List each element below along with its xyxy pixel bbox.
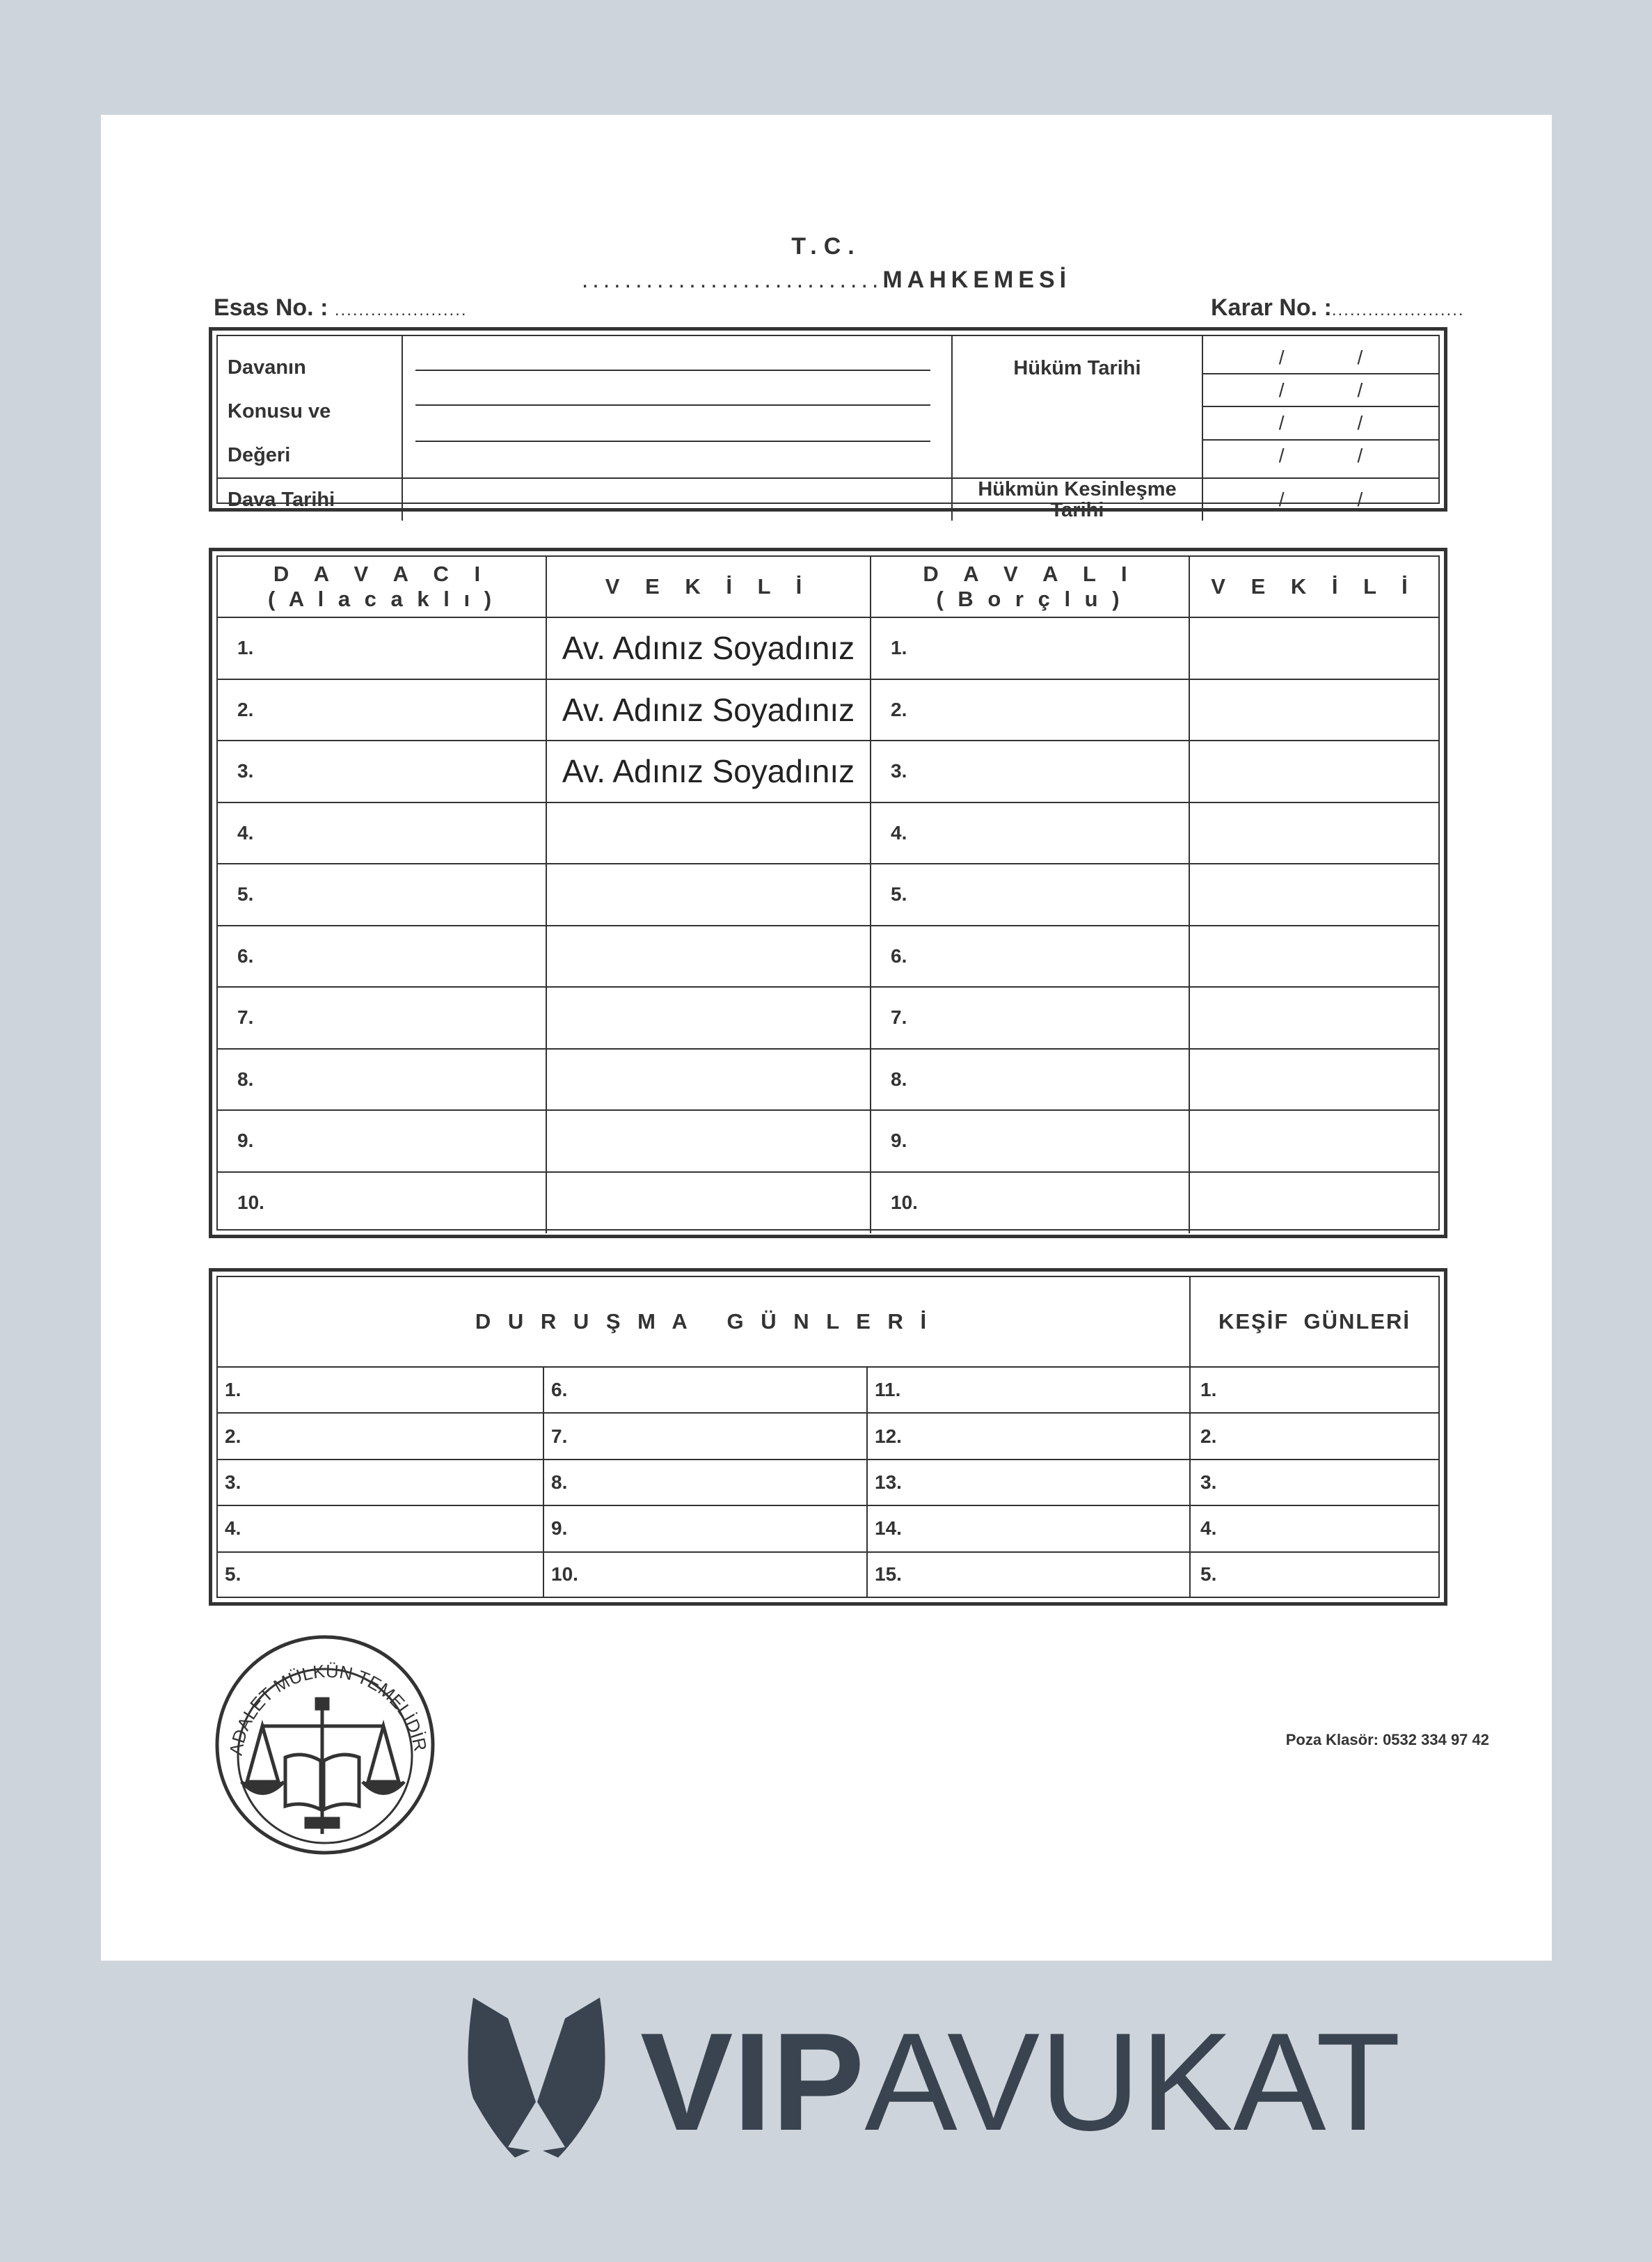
justice-seal [212,1632,438,1858]
kesif-number: 5. [1200,1563,1217,1585]
durusma-cell[interactable] [867,1505,1190,1551]
durusma-cell[interactable] [218,1505,543,1551]
davali-row-number: 9. [891,1130,907,1152]
kesif-cell[interactable] [1190,1460,1438,1505]
durusma-number: 11. [875,1379,901,1401]
davali-row-number: 5. [891,883,907,905]
hearing-row [218,1367,1438,1413]
printer-contact: Poza Klasör: 0532 334 97 42 [1285,1731,1489,1748]
case-info-inner [216,335,1440,521]
hukum-tarihi-label-cell [952,336,1202,478]
seal-text: ADALET MÜLKÜN TEMELİDİR [225,1660,431,1757]
davali-row-number: 7. [891,1006,907,1029]
davaci-cell[interactable] [218,987,546,1049]
davaci-cell[interactable] [218,1110,546,1172]
kesif-number: 4. [1200,1517,1217,1540]
durusma-number: 14. [875,1517,902,1540]
davali-vekili-title: V E K İ L İ [1211,574,1417,599]
davaci-row-number: 4. [237,821,254,844]
kesif-cell[interactable] [1190,1552,1438,1597]
davali-vekili-cell[interactable] [1189,1049,1438,1111]
davali-vekili-cell[interactable] [1189,864,1438,926]
hukum-date-2[interactable]: / / [1203,374,1438,406]
durusma-number: 7. [551,1425,568,1447]
kesinlesme-date-cell[interactable]: / / [1202,478,1438,521]
hearing-row [218,1505,1438,1551]
davali-row-number: 10. [891,1192,918,1214]
case-info-table [218,336,1438,521]
durusma-cell[interactable] [867,1552,1190,1597]
dava-tarihi-label-cell [218,478,402,521]
davali-row-number: 4. [891,821,907,844]
durusma-cell[interactable] [218,1552,543,1597]
hearing-row [218,1413,1438,1459]
davaci-vekili-title: V E K İ L İ [605,574,812,599]
davaci-vekili-cell[interactable] [546,1049,871,1111]
davali-vekili-header [1189,557,1438,617]
case-label-davanin: Davanın [228,356,306,379]
court-name-dots: ............................ [581,267,883,293]
davaci-cell[interactable] [218,802,546,864]
davaci-cell[interactable] [218,926,546,988]
durusma-number: 6. [551,1379,568,1401]
kesif-number: 3. [1200,1471,1217,1493]
davaci-row-number: 5. [237,883,254,905]
davaci-title: D A V A C I [273,562,491,586]
davaci-cell[interactable] [218,741,546,802]
durusma-number: 8. [551,1471,568,1493]
durusma-cell[interactable] [543,1367,867,1413]
durusma-cell[interactable] [218,1367,543,1413]
kesif-cell[interactable] [1190,1505,1438,1551]
davali-vekili-cell[interactable] [1189,802,1438,864]
hukum-tarihi-label: Hüküm Tarihi [1013,357,1141,379]
kesinlesme-label-1: Hükmün Kesinleşme [978,478,1177,500]
davaci-vekili-name: Av. Adınız Soyadınız [562,630,855,667]
hearings-inner [216,1276,1440,1598]
durusma-number: 9. [551,1517,568,1540]
davaci-vekili-cell[interactable] [546,1172,871,1234]
court-heading [101,267,1552,294]
kesif-title: KEŞİF GÜNLERİ [1218,1308,1411,1334]
case-info-box [209,327,1447,521]
kesif-header [1190,1277,1438,1367]
davaci-cell[interactable] [218,679,546,741]
davali-vekili-cell[interactable] [1189,617,1438,679]
party-row [218,1049,1438,1111]
davali-row-number: 3. [891,760,907,782]
party-row [218,741,1438,802]
davaci-vekili-cell[interactable] [546,987,871,1049]
durusma-number: 13. [875,1471,902,1493]
davali-vekili-cell[interactable] [1189,1110,1438,1172]
brand-wordmark: VIPAVUKAT [640,2004,1401,2160]
davali-row-number: 8. [891,1068,907,1090]
parties-box [209,548,1447,1238]
davaci-header [218,557,546,617]
dava-tarihi-label: Dava Tarihi [228,488,335,511]
durusma-number: 4. [225,1517,241,1540]
case-subject-lines-cell[interactable] [402,336,952,478]
davali-vekili-cell[interactable] [1189,679,1438,741]
case-subject-line-1 [415,370,930,371]
davali-cell[interactable] [871,926,1189,988]
durusma-title: D U R U Ş M A G Ü N L E R İ [475,1308,932,1334]
parties-inner [216,555,1440,1231]
davaci-subtitle: ( A l a c a k l ı ) [267,587,496,611]
party-row [218,864,1438,926]
brand-logo [0,1998,1652,2178]
case-subject-label-cell [218,336,402,478]
davaci-vekili-name: Av. Adınız Soyadınız [562,753,855,790]
case-subject-line-3 [415,441,930,442]
party-row [218,987,1438,1049]
davali-cell[interactable] [871,802,1189,864]
parties-table [218,557,1438,1233]
kesif-number: 1. [1200,1379,1217,1401]
party-row [218,617,1438,679]
davaci-row-number: 6. [237,944,254,967]
durusma-number: 12. [875,1425,902,1447]
durusma-number: 5. [225,1563,241,1585]
document-sheet [101,115,1552,1961]
party-row [218,1172,1438,1234]
case-label-konusu: Konusu ve [228,400,331,422]
karar-no [1211,294,1465,322]
durusma-cell[interactable] [218,1413,543,1459]
davali-cell[interactable] [871,987,1189,1049]
davali-cell[interactable] [871,741,1189,802]
durusma-cell[interactable] [218,1460,543,1505]
hearing-row [218,1552,1438,1597]
durusma-cell[interactable] [867,1413,1190,1459]
davali-cell[interactable] [871,1110,1189,1172]
davali-row-number: 2. [891,698,907,720]
kesif-cell[interactable] [1190,1413,1438,1459]
davali-vekili-cell[interactable] [1189,926,1438,988]
davaci-row-number: 3. [237,760,254,782]
party-row [218,926,1438,988]
davaci-vekili-cell[interactable] [546,617,871,679]
esas-no-label: Esas No. : [214,294,328,321]
davali-title: D A V A L I [923,562,1137,586]
hukum-date-3[interactable]: / / [1203,406,1438,439]
esas-no [214,294,468,322]
party-row [218,802,1438,864]
hearings-table [218,1277,1438,1597]
tc-heading: T.C. [791,233,861,260]
durusma-cell[interactable] [543,1413,867,1459]
davaci-vekili-cell[interactable] [546,679,871,741]
davaci-cell[interactable] [218,617,546,679]
kesif-cell[interactable] [1190,1367,1438,1413]
dava-tarihi-value-cell[interactable] [402,478,952,521]
davaci-vekili-name: Av. Adınız Soyadınız [562,691,855,728]
davali-row-number: 6. [891,944,907,967]
hukum-date-4[interactable]: / / [1278,445,1363,467]
esas-no-dots: ...................... [334,301,468,319]
kesinlesme-label-2: Tarihi [1050,499,1104,521]
case-label-degeri: Değeri [228,444,291,466]
davaci-vekili-cell[interactable] [546,1110,871,1172]
durusma-number: 15. [875,1563,902,1585]
davaci-cell[interactable] [218,1172,546,1234]
hearing-row [218,1460,1438,1505]
party-row [218,1110,1438,1172]
davaci-vekili-cell[interactable] [546,741,871,802]
davaci-vekili-cell[interactable] [546,864,871,926]
court-label: MAHKEMESİ [882,267,1072,293]
durusma-cell[interactable] [867,1367,1190,1413]
durusma-cell[interactable] [867,1460,1190,1505]
davaci-cell[interactable] [218,1049,546,1111]
durusma-header [218,1277,1190,1367]
durusma-number: 10. [551,1563,578,1585]
davali-vekili-cell[interactable] [1189,987,1438,1049]
davaci-row-number: 7. [237,1006,254,1029]
party-row [218,679,1438,741]
davali-cell[interactable] [871,864,1189,926]
durusma-cell[interactable] [543,1460,867,1505]
karar-no-label: Karar No. : [1211,294,1332,321]
hukum-date-1[interactable]: / / [1203,342,1438,374]
davaci-row-number: 2. [237,698,254,720]
durusma-cell[interactable] [543,1505,867,1551]
scales-of-justice-icon [241,1699,404,1834]
davali-row-number: 1. [891,637,907,659]
karar-no-dots: ...................... [1331,301,1465,319]
kesinlesme-label-cell [952,478,1202,521]
davaci-cell[interactable] [218,864,546,926]
case-subject-line-2 [415,404,930,406]
hukum-dates-table [1203,342,1438,472]
davaci-vekili-header [546,557,871,617]
durusma-number: 3. [225,1471,241,1493]
davali-vekili-cell[interactable] [1189,741,1438,802]
hearings-box [209,1268,1447,1606]
kesif-number: 2. [1200,1425,1217,1447]
davaci-vekili-cell[interactable] [546,926,871,988]
durusma-number: 2. [225,1425,241,1447]
davaci-row-number: 1. [237,637,254,659]
davali-vekili-cell[interactable] [1189,1172,1438,1234]
durusma-cell[interactable] [543,1552,867,1597]
tie-logo-icon [468,1998,605,2158]
hukum-tarihi-dates-cell [1202,336,1438,478]
davaci-row-number: 8. [237,1068,254,1090]
davali-header [871,557,1189,617]
davali-cell[interactable] [871,1049,1189,1111]
davali-subtitle: ( B o r ç l u ) [936,587,1124,611]
davali-cell[interactable] [871,1172,1189,1234]
davali-cell[interactable] [871,617,1189,679]
davaci-row-number: 10. [237,1192,264,1214]
davali-cell[interactable] [871,679,1189,741]
durusma-number: 1. [225,1379,241,1401]
davaci-row-number: 9. [237,1130,254,1152]
davaci-vekili-cell[interactable] [546,802,871,864]
